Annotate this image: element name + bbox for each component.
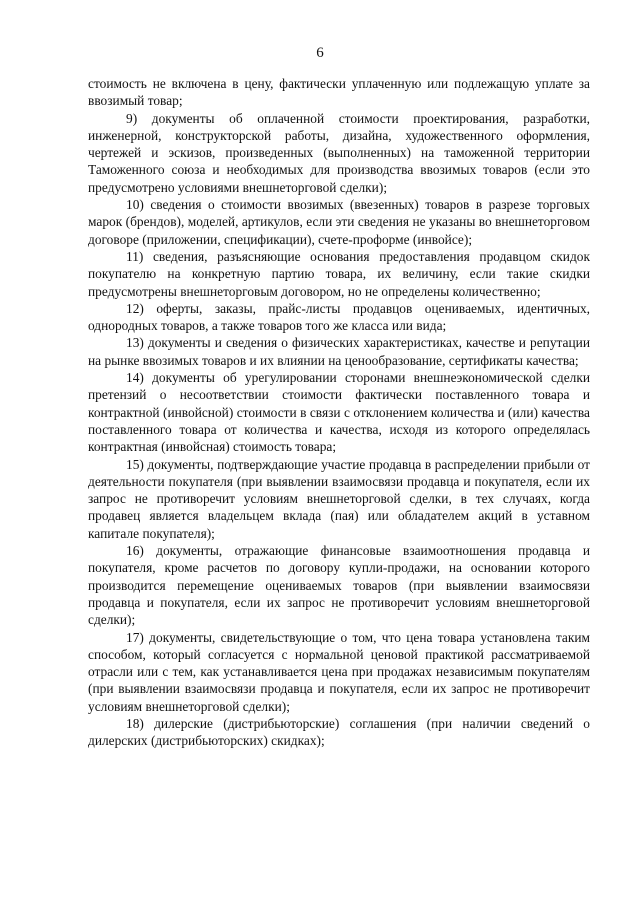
paragraph-item-18: 18) дилерские (дистрибьюторские) соглашения (при наличии сведений о дилерских (дистрибьюторских) скидках); xyxy=(88,715,590,749)
document-body xyxy=(88,75,590,750)
paragraph-continuation: стоимость не включена в цену, фактически уплаченную или подлежащую уплате за ввозимый товар; xyxy=(88,76,590,109)
paragraph-item-13: 13) документы и сведения о физических характеристиках, качестве и репутации на рынке ввозимых товаров и их влиянии на ценообразование, сертификаты качества; xyxy=(88,335,590,368)
paragraph-item-10: 10) сведения о стоимости ввозимых (ввезенных) товаров в разрезе торговых марок (брендов), моделей, артикулов, если эти сведения не указаны во внешнеторговом договоре (приложении, спецификации), счете-проформе (инвойсе); xyxy=(88,197,590,247)
paragraph-item-17: 17) документы, свидетельствующие о том, что цена товара установлена таким способом, который согласуется с нормальной ценовой практикой рассматриваемой отрасли или с тем, как устанавливается цена при продажах независимым покупателям (при выявлении взаимосвязи продавца и покупателя, если их запрос не противоречит условиям внешнеторговой сделки); xyxy=(88,629,590,714)
paragraph-item-9: 9) документы об оплаченной стоимости проектирования, разработки, инженерной, конструкторской работы, дизайна, художественного оформления, чертежей и эскизов, произведенных (выполненных) на таможенной территории Таможенного союза и необходимых для производства ввозимых товаров (если это предусмотрено условиями внешнеторговой сделки); xyxy=(88,110,590,195)
paragraph-item-11: 11) сведения, разъясняющие основания предоставления продавцом скидок покупателю на конкретную партию товара, их величину, если такие скидки предусмотрены внешнеторговым договором, но не определены количественно; xyxy=(88,248,590,299)
page-number: 6 xyxy=(316,45,324,61)
paragraph-item-15: 15) документы, подтверждающие участие продавца в распределении прибыли от деятельности покупателя (при выявлении взаимосвязи продавца и покупателя, если их запрос не противоречит условиям внешнеторговой сделки, в тех случаях, когда продавец является владельцем вклада (пая) или обладателем акций в уставном капитале покупателя); xyxy=(88,456,590,541)
paragraph-item-16: 16) документы, отражающие финансовые взаимоотношения продавца и покупателя, кроме расчетов по договору купли-продажи, на основании которого производится перемещение оцениваемых товаров (при выявлении взаимосвязи продавца и покупателя, если их запрос не противоречит условиям внешнеторговой сделки); xyxy=(88,543,590,628)
paragraph-item-14: 14) документы об урегулировании сторонами внешнеэкономической сделки претензий о несоответствии стоимости фактически поставленного товара и контрактной (инвойсной) стоимости в связи с отклонением количества и (или) качества поставленного товара от количества и качества, исходя из которого определялась контрактная (инвойсная) стоимость товара; xyxy=(88,370,590,455)
paragraph-item-12: 12) оферты, заказы, прайс-листы продавцов оцениваемых, идентичных, однородных товаров, а также товаров того же класса или вида; xyxy=(88,300,590,334)
